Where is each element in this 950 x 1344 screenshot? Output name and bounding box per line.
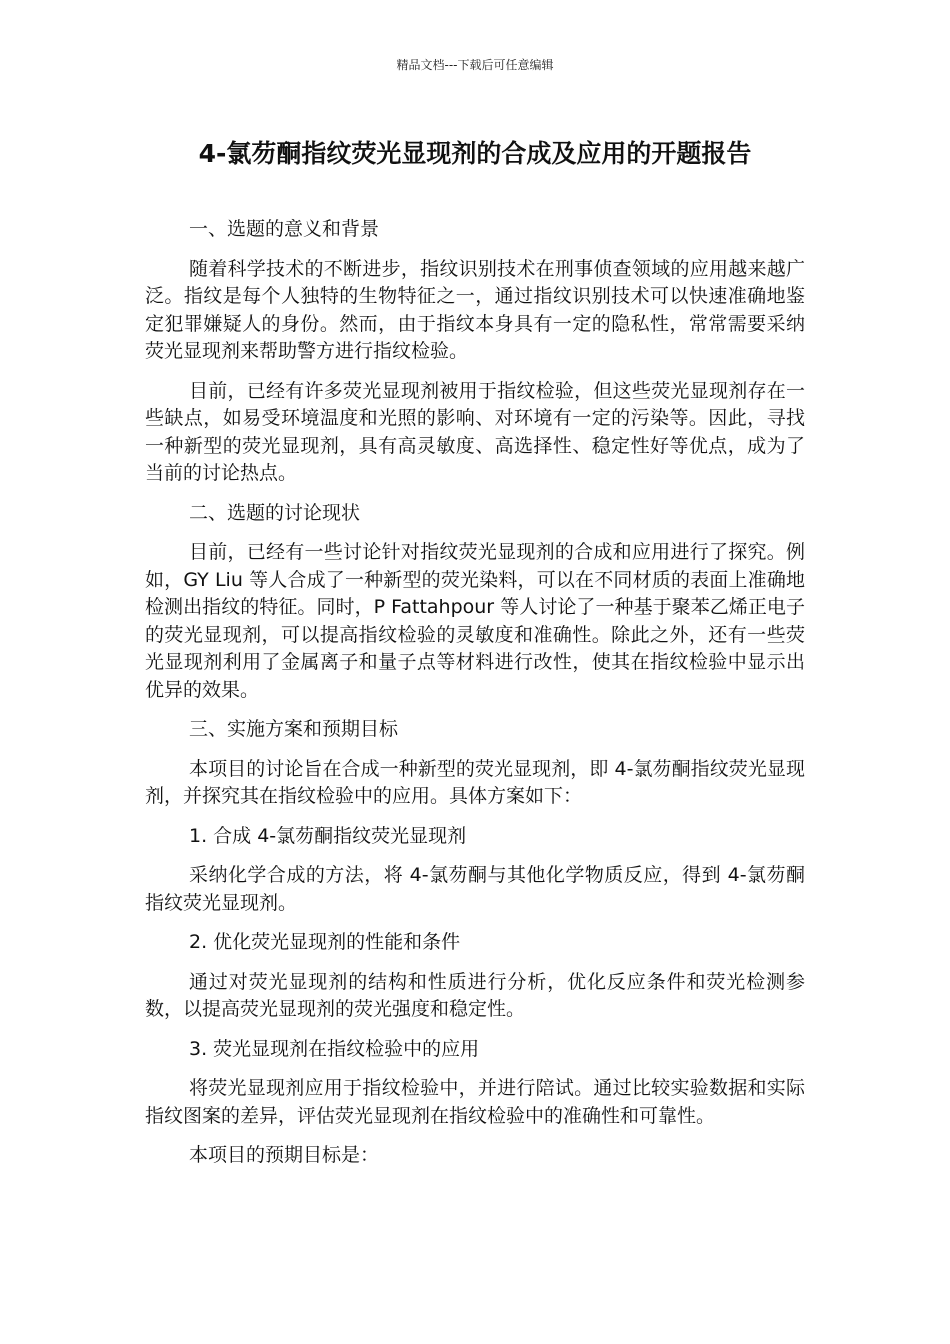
step-heading-2: 2. 优化荧光显现剂的性能和条件 xyxy=(189,931,461,953)
paragraph-step-2: 通过对荧光显现剂的结构和性质进行分析，优化反应条件和荧光检测参数，以提高荧光显现剂的荧光强度和稳定性。 xyxy=(145,970,805,1020)
page-header: 精品文档---下载后可任意编辑 xyxy=(396,58,554,72)
document-body xyxy=(145,216,805,1182)
paragraph-research-status: 目前，已经有一些讨论针对指纹荧光显现剂的合成和应用进行了探究。例如，GY Liu 等人合成了一种新型的荧光染料，可以在不同材质的表面上准确地检测出指纹的特征。同时，P Fattahpour 等人讨论了一种基于聚苯乙烯正电子的荧光显现剂，可以提高指纹检验的灵敏度和准确性。除此之外，还有一些荧光显现剂利用了金属离子和量子点等材料进行改性，使其在指纹检验中显示出优异的效果。 xyxy=(145,541,805,701)
paragraph-current-agents: 目前，已经有许多荧光显现剂被用于指纹检验，但这些荧光显现剂存在一些缺点，如易受环境温度和光照的影响、对环境有一定的污染等。因此，寻找一种新型的荧光显现剂，具有高灵敏度、高选择性、稳定性好等优点，成为了当前的讨论热点。 xyxy=(145,379,805,484)
section-heading-2: 二、选题的讨论现状 xyxy=(189,501,361,524)
step-heading-3: 3. 荧光显现剂在指纹检验中的应用 xyxy=(189,1037,480,1060)
section-heading-3: 三、实施方案和预期目标 xyxy=(189,718,399,740)
paragraph-step-3: 将荧光显现剂应用于指纹检验中，并进行陪试。通过比较实验数据和实际指纹图案的差异，评估荧光显现剂在指纹检验中的准确性和可靠性。 xyxy=(145,1077,805,1127)
step-heading-1: 1. 合成 4-氯芴酮指纹荧光显现剂 xyxy=(189,824,467,847)
paragraph-expected-goals: 本项目的预期目标是： xyxy=(189,1144,380,1166)
paragraph-background: 随着科学技术的不断进步，指纹识别技术在刑事侦查领域的应用越来越广泛。指纹是每个人独特的生物特征之一，通过指纹识别技术可以快速准确地鉴定犯罪嫌疑人的身份。然而，由于指纹本身具有一定的隐私性，常常需要采纳荧光显现剂来帮助警方进行指纹检验。 xyxy=(145,257,805,362)
paragraph-plan-intro: 本项目的讨论旨在合成一种新型的荧光显现剂，即 4-氯芴酮指纹荧光显现剂，并探究其在指纹检验中的应用。具体方案如下： xyxy=(145,757,805,807)
document-title: 4-氯芴酮指纹荧光显现剂的合成及应用的开题报告 xyxy=(198,139,752,168)
section-heading-1: 一、选题的意义和背景 xyxy=(189,218,380,240)
paragraph-step-1: 采纳化学合成的方法，将 4-氯芴酮与其他化学物质反应，得到 4-氯芴酮指纹荧光显现剂。 xyxy=(145,864,805,914)
